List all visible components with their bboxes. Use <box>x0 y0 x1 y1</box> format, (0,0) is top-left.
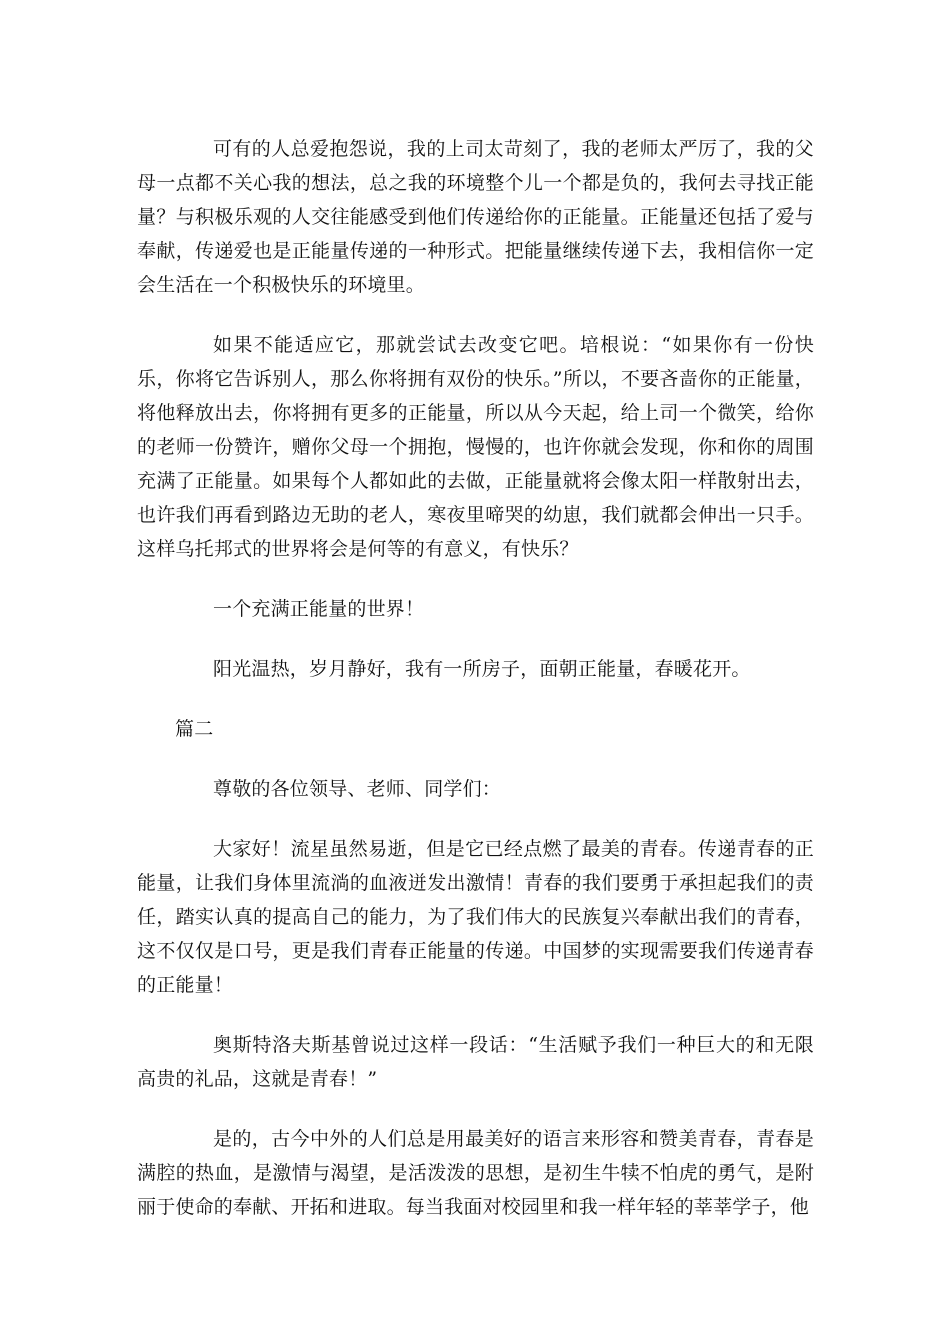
paragraph-1: 可有的人总爱抱怨说，我的上司太苛刻了，我的老师太严厉了，我的父母一点都不关心我的想法，总之我的环境整个儿一个都是负的，我何去寻找正能量？与积极乐观的人交往能感受到他们传递给你的正能量。正能量还包括了爱与奉献，传递爱也是正能量传递的一种形式。把能量继续传递下去，我相信你一定会生活在一个积极快乐的环境里。 <box>137 138 814 296</box>
paragraph-3: 一个充满正能量的世界！ <box>213 598 425 620</box>
paragraph-7: 是的，古今中外的人们总是用最美好的语言来形容和赞美青春，青春是满腔的热血，是激情与渴望，是活泼泼的思想，是初生牛犊不怕虎的勇气，是附丽于使命的奉献、开拓和进取。每当我面对校园里和我一样年轻的莘莘学子，他 <box>137 1128 814 1218</box>
paragraph-2: 如果不能适应它，那就尝试去改变它吧。培根说：“如果你有一份快乐，你将它告诉别人，那么你将拥有双份的快乐。”所以，不要吝啬你的正能量，将他释放出去，你将拥有更多的正能量，所以从今天起，给上司一个微笑，给你的老师一份赞许，赠你父母一个拥抱，慢慢的，也许你就会发现，你和你的周围充满了正能量。如果每个人都如此的去做，正能量就将会像太阳一样散射出去，也许我们再看到路边无助的老人，寒夜里啼哭的幼崽，我们就都会伸出一只手。这样乌托邦式的世界将会是何等的有意义，有快乐？ <box>137 334 814 560</box>
paragraph-4: 阳光温热，岁月静好，我有一所房子，面朝正能量，春暖花开。 <box>213 658 751 680</box>
paragraph-salutation: 尊敬的各位领导、老师、同学们： <box>213 778 502 800</box>
paragraph-6: 奥斯特洛夫斯基曾说过这样一段话：“生活赋予我们一种巨大的和无限高贵的礼品，这就是青春！” <box>137 1034 814 1090</box>
section-heading: 篇二 <box>175 718 214 740</box>
paragraph-5: 大家好！流星虽然易逝，但是它已经点燃了最美的青春。传递青春的正能量，让我们身体里流淌的血液迸发出激情！青春的我们要勇于承担起我们的责任，踏实认真的提高自己的能力，为了我们伟大的民族复兴奉献出我们的青春，这不仅仅是口号，更是我们青春正能量的传递。中国梦的实现需要我们传递青春的正能量！ <box>137 838 814 996</box>
document-body <box>137 132 814 1250</box>
